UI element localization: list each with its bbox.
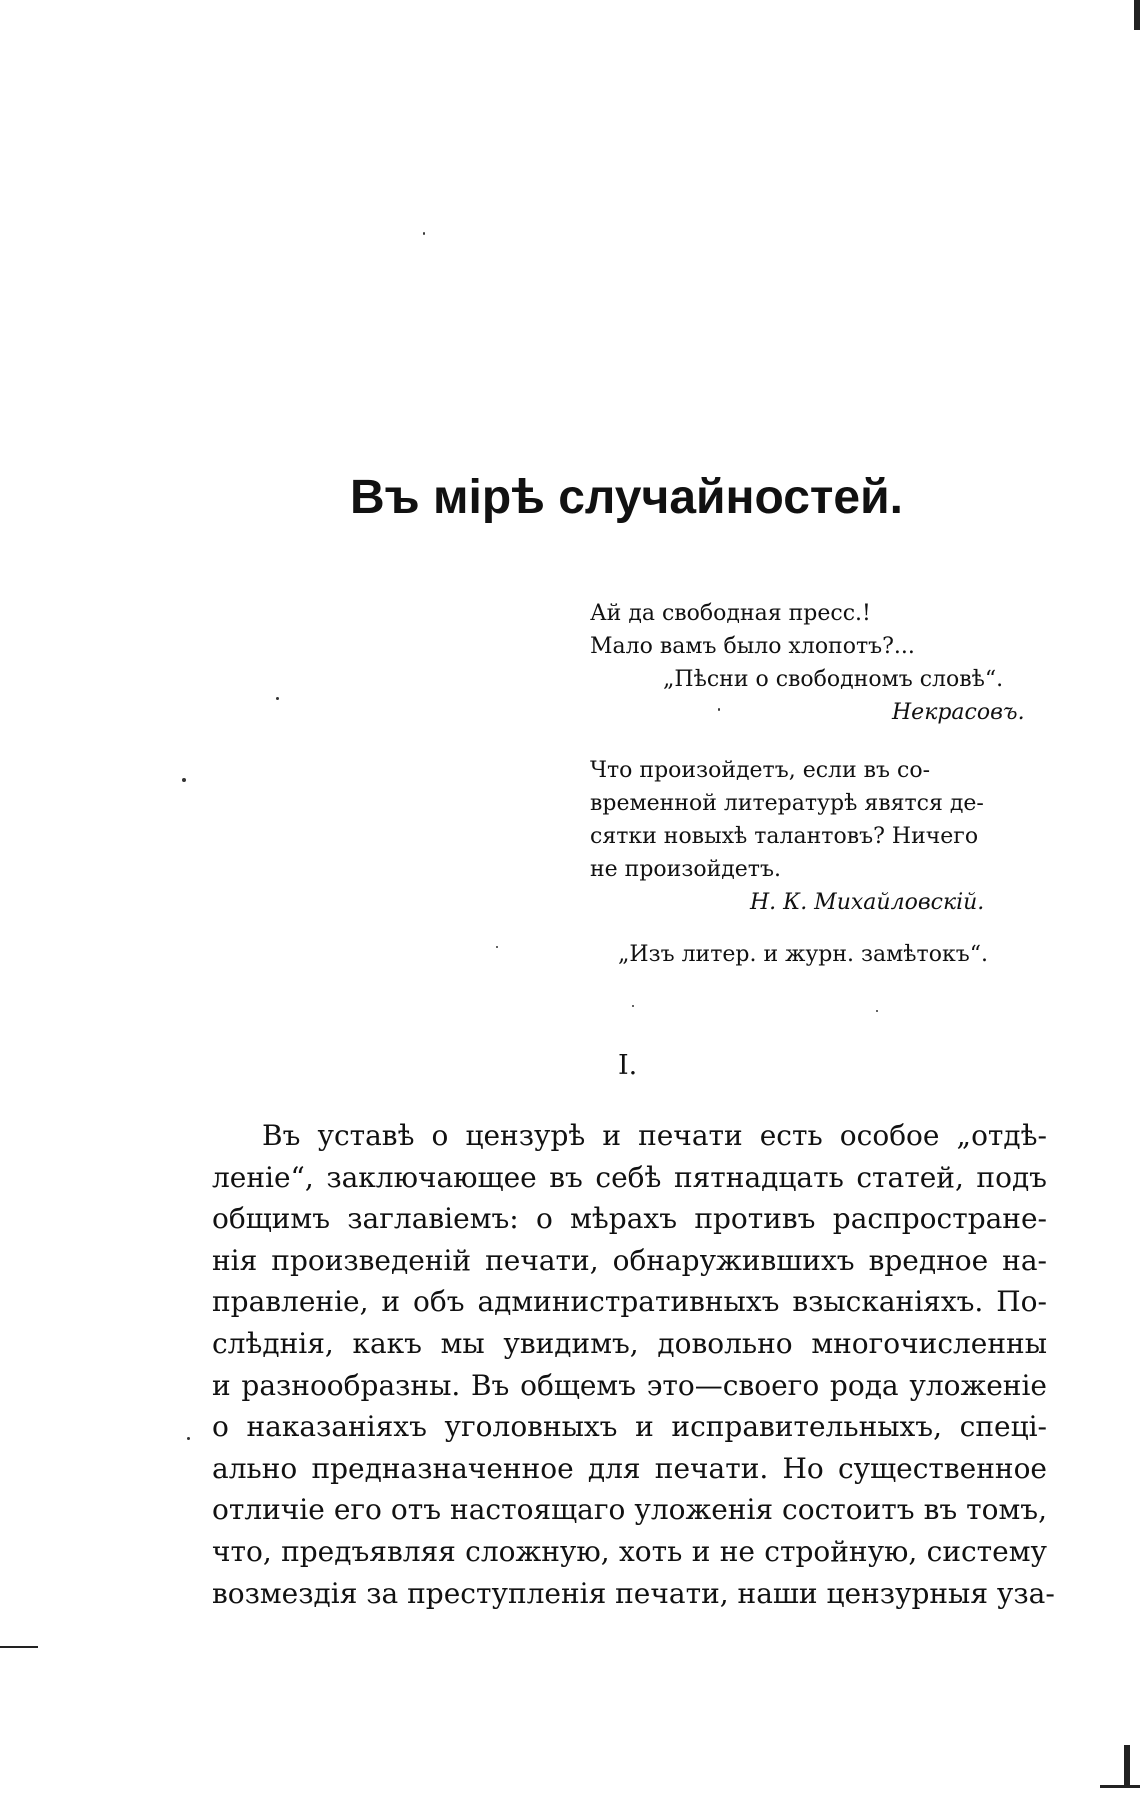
body-line: леніе“, заключающее въ себѣ пятнадцать статей, подъ bbox=[212, 1160, 1047, 1194]
body-line: отличіе его отъ настоящаго уложенія состоитъ въ томъ, bbox=[212, 1493, 1047, 1527]
epigraph-line: временной литературѣ явятся де- bbox=[590, 791, 984, 816]
body-line: и разнообразны. Въ общемъ это—своего рода уложеніе bbox=[212, 1368, 1047, 1402]
scan-speck bbox=[876, 1010, 878, 1012]
scan-speck bbox=[718, 708, 720, 711]
epigraph-line: Ай да свободная пресс.! bbox=[590, 601, 871, 626]
body-line: слѣднія, какъ мы увидимъ, довольно многочисленны bbox=[212, 1326, 1047, 1360]
scan-speck bbox=[276, 697, 279, 700]
body-line: правленіе, и объ административныхъ взысканіяхъ. По- bbox=[212, 1285, 1047, 1319]
epigraph-author: Н. К. Михайловскій. bbox=[750, 890, 985, 915]
scan-edge-mark bbox=[1124, 1745, 1130, 1785]
scan-speck bbox=[423, 232, 425, 235]
scan-speck bbox=[496, 946, 498, 948]
epigraph-nekrasov bbox=[590, 597, 1050, 729]
epigraph-line: Что произойдетъ, если въ со- bbox=[590, 758, 931, 783]
epigraph-source: „Изъ литер. и журн. замѣтокъ“. bbox=[618, 942, 988, 967]
body-line: ально предназначенное для печати. Но существенное bbox=[212, 1451, 1047, 1485]
body-line: что, предъявляя сложную, хоть и не стройную, систему bbox=[212, 1534, 1047, 1568]
scan-speck bbox=[632, 1005, 634, 1007]
epigraph-line: не произойдетъ. bbox=[590, 857, 781, 882]
body-paragraph bbox=[212, 1115, 1055, 1614]
body-line: о наказаніяхъ уголовныхъ и исправительныхъ, спеці- bbox=[212, 1410, 1047, 1444]
epigraph-line: Мало вамъ было хлопотъ?... bbox=[590, 634, 915, 659]
body-line: Въ уставѣ о цензурѣ и печати есть особое „отдѣ- bbox=[262, 1119, 1047, 1152]
scan-edge-mark bbox=[1134, 0, 1140, 30]
body-line: нія произведеній печати, обнаружившихъ вредное на- bbox=[212, 1243, 1047, 1277]
epigraph-line: „Пѣсни о свободномъ словѣ“. bbox=[663, 667, 1004, 692]
epigraph-line: сятки новыхѣ талантовъ? Ничего bbox=[590, 824, 979, 849]
page-title: Въ мірѣ случайностей. bbox=[350, 471, 903, 524]
body-line: общимъ заглавіемъ: о мѣрахъ противъ распростране- bbox=[212, 1202, 1047, 1236]
scan-speck bbox=[182, 778, 186, 782]
scan-edge-mark bbox=[1100, 1785, 1140, 1788]
body-line: возмездія за преступленія печати, наши цензурныя уза- bbox=[212, 1576, 1055, 1610]
scan-speck bbox=[187, 1437, 190, 1440]
scan-edge-mark bbox=[0, 1646, 38, 1648]
epigraph-author: Некрасовъ. bbox=[892, 700, 1025, 725]
section-number: I. bbox=[618, 1050, 638, 1081]
epigraph-mikhailovsky bbox=[590, 754, 1050, 971]
